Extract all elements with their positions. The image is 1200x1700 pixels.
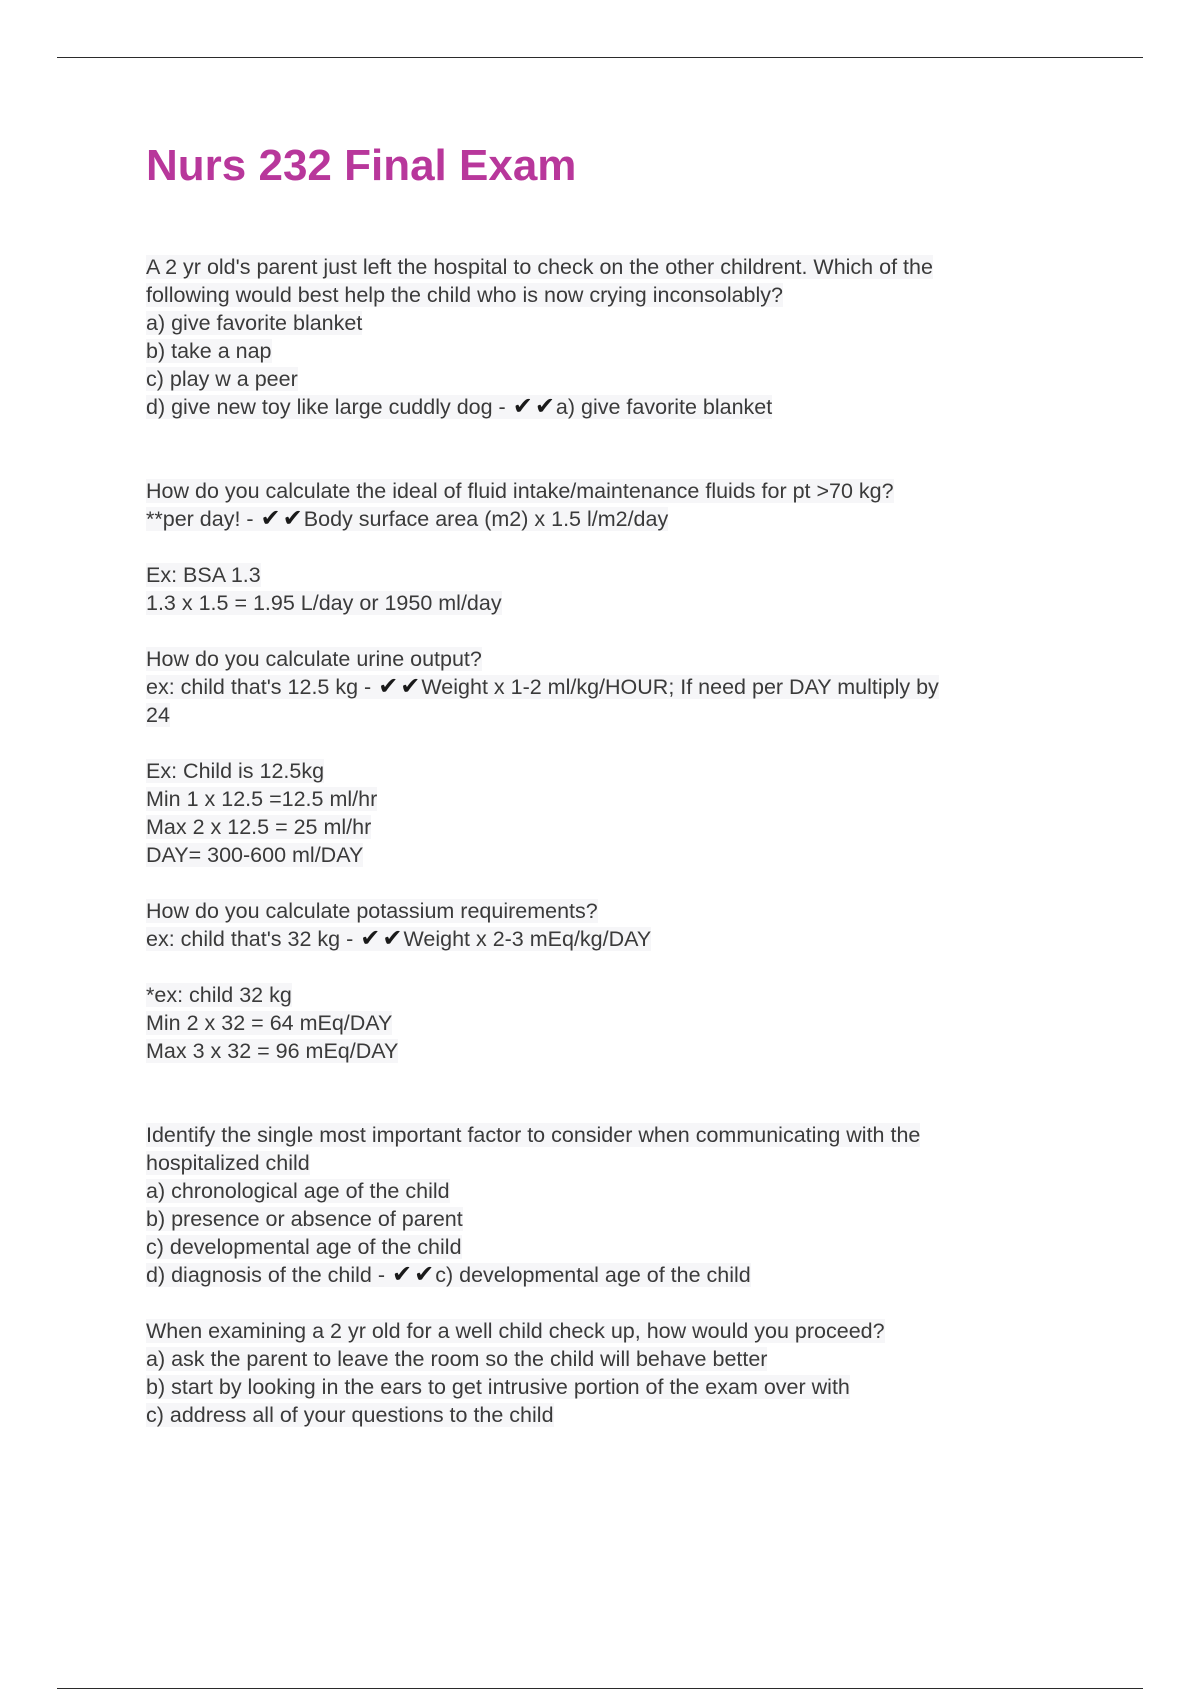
check-icon: ✔ [382, 924, 403, 952]
question-3 [146, 645, 1086, 869]
check-icon: ✔ [392, 1260, 413, 1288]
check-icon: ✔ [400, 672, 421, 700]
check-icon: ✔ [360, 924, 381, 952]
q1-answer: a) give favorite blanket [555, 394, 773, 419]
q3-answer-cont: 24 [146, 702, 170, 727]
q3-prefix: ex: child that's 12.5 kg - [146, 674, 372, 699]
q6-option-a: a) ask the parent to leave the room so the child will behave better [146, 1346, 768, 1371]
check-icon: ✔ [282, 504, 303, 532]
bottom-rule [57, 1688, 1143, 1689]
question-4 [146, 897, 1086, 1065]
check-icon: ✔ [534, 392, 555, 420]
q4-prefix: ex: child that's 32 kg - [146, 926, 354, 951]
q2-example: 1.3 x 1.5 = 1.95 L/day or 1950 ml/day [146, 590, 502, 615]
q1-option-a: a) give favorite blanket [146, 310, 363, 335]
q1-line: A 2 yr old's parent just left the hospital to check on the other childrent. Which of the [146, 254, 933, 279]
q5-option-a: a) chronological age of the child [146, 1178, 450, 1203]
check-icon: ✔ [512, 392, 533, 420]
q4-example: Min 2 x 32 = 64 mEq/DAY [146, 1010, 393, 1035]
check-icon: ✔ [378, 672, 399, 700]
q3-question: How do you calculate urine output? [146, 646, 482, 671]
check-icon: ✔ [260, 504, 281, 532]
q1-option-b: b) take a nap [146, 338, 272, 363]
q5-option-d: d) diagnosis of the child - [146, 1262, 386, 1287]
q4-example: Max 3 x 32 = 96 mEq/DAY [146, 1038, 399, 1063]
q3-example: Ex: Child is 12.5kg [146, 758, 325, 783]
q5-answer: c) developmental age of the child [435, 1262, 751, 1287]
question-6 [146, 1317, 1086, 1429]
q6-option-c: c) address all of your questions to the child [146, 1402, 554, 1427]
q2-prefix: **per day! - [146, 506, 254, 531]
q2-question: How do you calculate the ideal of fluid intake/maintenance fluids for pt >70 kg? [146, 478, 894, 503]
q2-example: Ex: BSA 1.3 [146, 562, 261, 587]
question-2 [146, 477, 1086, 617]
q1-option-c: c) play w a peer [146, 366, 298, 391]
q6-question: When examining a 2 yr old for a well child check up, how would you proceed? [146, 1318, 885, 1343]
q3-example: Min 1 x 12.5 =12.5 ml/hr [146, 786, 378, 811]
q5-line: hospitalized child [146, 1150, 310, 1175]
q5-option-c: c) developmental age of the child [146, 1234, 462, 1259]
q4-question: How do you calculate potassium requirements? [146, 898, 598, 923]
q4-example: *ex: child 32 kg [146, 982, 292, 1007]
q4-answer: Weight x 2-3 mEq/kg/DAY [403, 926, 652, 951]
q1-line: following would best help the child who is now crying inconsolably? [146, 282, 784, 307]
document-body [146, 140, 1086, 1429]
question-5 [146, 1121, 1086, 1289]
page-title: Nurs 232 Final Exam [146, 141, 577, 190]
q1-option-d: d) give new toy like large cuddly dog - [146, 394, 506, 419]
top-rule [57, 57, 1143, 58]
q6-option-b: b) start by looking in the ears to get intrusive portion of the exam over with [146, 1374, 850, 1399]
q3-example: Max 2 x 12.5 = 25 ml/hr [146, 814, 372, 839]
q3-example: DAY= 300-600 ml/DAY [146, 842, 364, 867]
question-1 [146, 253, 1086, 421]
q3-answer: Weight x 1-2 ml/kg/HOUR; If need per DAY multiply by [421, 674, 939, 699]
check-icon: ✔ [414, 1260, 435, 1288]
q5-line: Identify the single most important factor to consider when communicating with the [146, 1122, 921, 1147]
q2-answer: Body surface area (m2) x 1.5 l/m2/day [303, 506, 669, 531]
q5-option-b: b) presence or absence of parent [146, 1206, 463, 1231]
